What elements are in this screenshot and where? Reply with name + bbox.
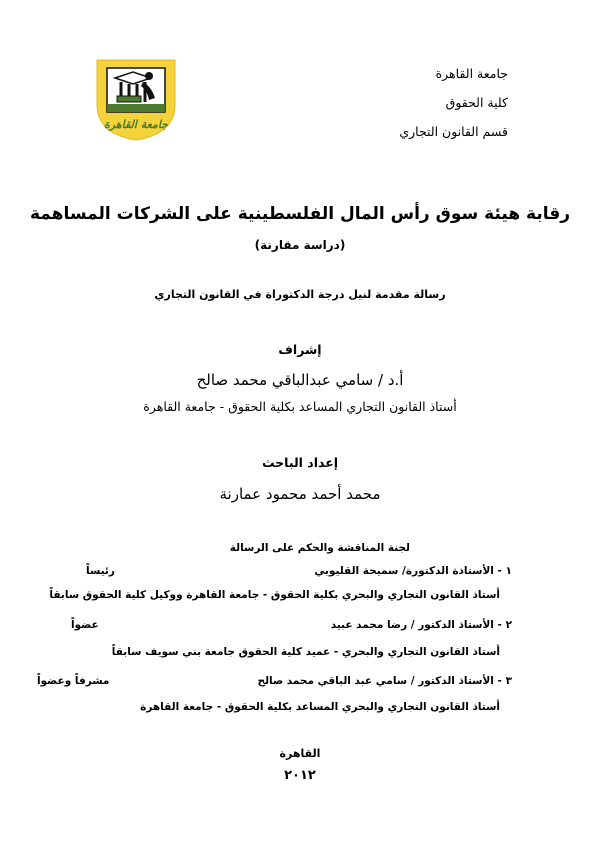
committee-member-1-desc: أستاذ القانون التجاري والبحري بكلية الحقوق - جامعة القاهرة ووكيل كلية الحقوق سابقاً [49,589,500,601]
researcher-label: إعداد الباحث [261,455,339,470]
thesis-purpose: رسالة مقدمة لنيل درجة الدكتوراة في القانون التجاري [154,288,446,301]
committee-member-1-role: رئيساً [86,565,115,577]
committee-member-1: ١ - الأستاذة الدكتورة/ سميحة القليوبي [314,565,512,577]
cairo-university-logo [93,56,179,142]
supervision-label: إشراف [278,342,322,357]
committee-member-2-role: عضواً [71,619,99,631]
committee-member-3-desc: أستاذ القانون التجاري والبحري المساعد بكلية الحقوق - جامعة القاهرة [140,701,500,713]
university-name: جامعة القاهرة [435,66,508,81]
committee-member-3-role: مشرفاً وعضواً [37,675,110,687]
thesis-title: رقابة هيئة سوق رأس المال الفلسطينية على الشركات المساهمة [29,204,571,224]
city: القاهرة [279,747,321,760]
committee-member-2: ٢ - الأستاذ الدكتور / رضا محمد عبيد [330,619,512,631]
committee-member-2-desc: أستاذ القانون التجاري والبحري - عميد كلية الحقوق جامعة بني سويف سابقاً [111,646,500,658]
year: ٢٠١٢ [284,768,316,783]
committee-heading: لجنة المناقشة والحكم على الرسالة [229,542,410,554]
logo-text: جامعة القاهرة [103,118,169,131]
supervisor-name: أ.د / سامي عبدالباقي محمد صالح [196,371,404,389]
supervisor-title: أستاذ القانون التجاري المساعد بكلية الحقوق - جامعة القاهرة [143,399,457,414]
thesis-subtitle: (دراسة مقارنة) [254,238,346,252]
committee-member-3: ٣ - الأستاذ الدكتور / سامي عبد الباقي محمد صالح [257,675,512,687]
faculty-name: كلية الحقوق [445,95,508,110]
researcher-name: محمد أحمد محمود عمارنة [219,485,381,503]
department-name: قسم القانون التجاري [399,124,508,139]
